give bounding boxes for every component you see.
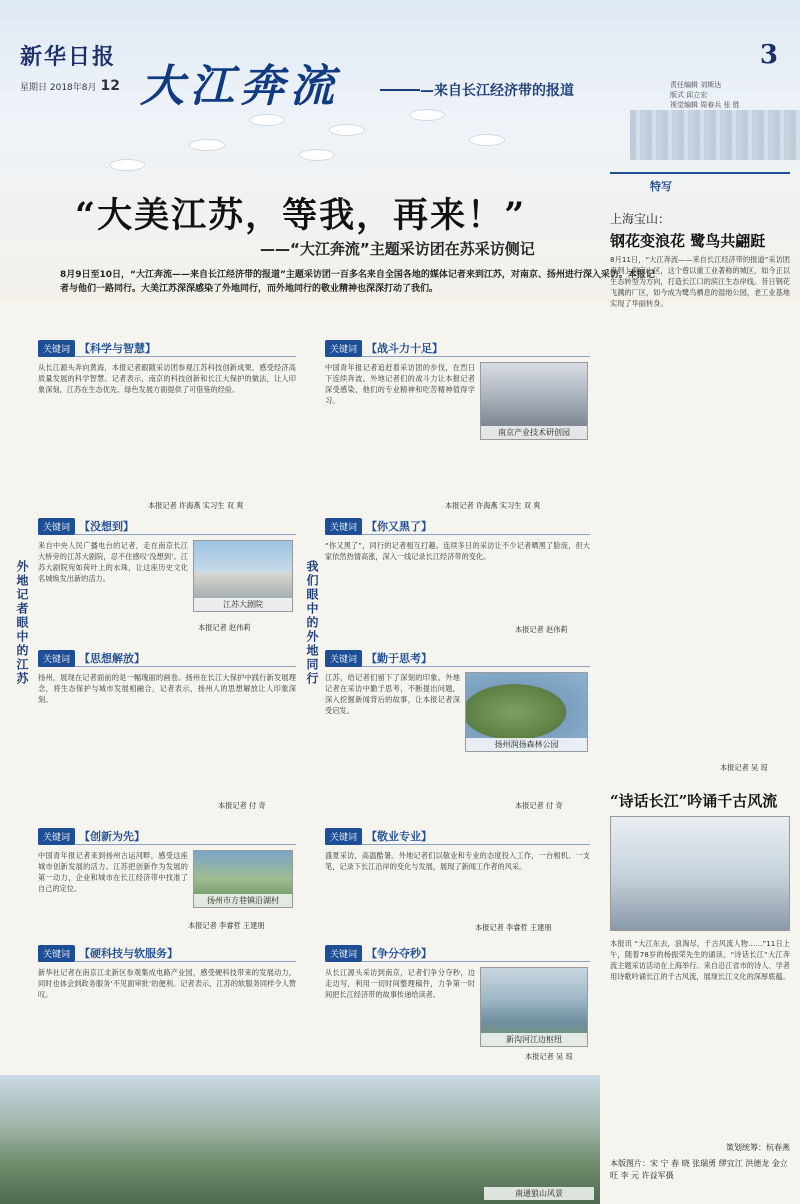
- photo-caption: 扬州市方巷镇沿湖村: [194, 894, 292, 907]
- editor-credit: 视觉编辑 周春兵 张 胜: [670, 101, 740, 109]
- bottom-panorama-photo: [0, 1075, 600, 1204]
- article-reporter: 本报记者 吴 琼: [525, 1052, 573, 1061]
- photo-grand-theatre: [193, 540, 293, 612]
- feature-reporter: 本报记者 吴 琼: [720, 763, 768, 772]
- article-title: 【战斗力十足】: [366, 342, 444, 355]
- swan-illustration: [470, 135, 504, 145]
- article-title: 【敬业专业】: [366, 830, 433, 843]
- article-body: 中国青年报记者追赶着采访团的步伐，在烈日下连续奔波。外地记者们的战斗力让本报记者深受感染，他们的专业精神和吃苦精神值得学习。: [325, 363, 475, 405]
- keyword-tag: [38, 340, 156, 356]
- feature-body-2: 本报讯 “大江东去，浪淘尽，千古风流人物……”11日上午，随着78岁的杨振荣先生的诵读，“诗话长江”大江奔流主题采访活动在上海举行。来自沿江省市的诗人、学者用诗歌吟诵长江的千古风流，展现长江文化的深厚底蕴。: [610, 939, 790, 981]
- keyword-tag: [38, 650, 145, 666]
- keyword-label: 关键词: [325, 518, 362, 535]
- photo-caption: 新沟河江边枢纽: [481, 1033, 587, 1046]
- article-body: 来自中央人民广播电台的记者，走在南京长江大桥旁的江苏大剧院，忍不住感叹‘没想到’。江苏大剧院宛如荷叶上的水珠，让这座历史文化名城焕发出新的活力。: [38, 541, 188, 583]
- article-block: [325, 518, 590, 638]
- keyword-label: 关键词: [38, 518, 75, 535]
- article-block: [38, 650, 296, 815]
- photo-industrial-park: [480, 362, 588, 440]
- article-title: 【争分夺秒】: [366, 947, 433, 960]
- divider: [38, 534, 296, 535]
- article-title: 【勤于思考】: [366, 652, 433, 665]
- divider: [38, 844, 296, 845]
- divider: [38, 356, 296, 357]
- divider: [38, 666, 296, 667]
- feature-title: 钢花变浪花 鹭鸟共翩跹: [610, 232, 766, 250]
- keyword-tag: [38, 828, 145, 844]
- article-reporter: 本报记者 付 奇: [218, 801, 266, 810]
- keyword-label: 关键词: [325, 650, 362, 667]
- keyword-tag: [325, 340, 443, 356]
- article-title: 【思想解放】: [79, 652, 146, 665]
- article-body: “你又黑了”，同行的记者相互打趣。连续多日的采访让不少记者晒黑了脸庞，但大家依然热情高涨，深入一线记录长江经济带的变化。: [325, 541, 590, 561]
- swan-illustration: [410, 110, 444, 120]
- article-block: [325, 340, 590, 515]
- article-reporter: 本报记者 许海燕 实习生 双 爽: [148, 501, 244, 510]
- photo-poetry-event: [610, 816, 790, 931]
- article-reporter: 本报记者 赵伟莉: [515, 625, 568, 634]
- keyword-label: 关键词: [325, 945, 362, 962]
- article-block: [38, 518, 296, 638]
- feature-title-2: “诗话长江”吟诵千古风流: [610, 792, 778, 810]
- issue-date-day: 12: [100, 78, 120, 94]
- article-body: 新华社记者在南京江北新区参观集成电路产业园，感受硬科技带来的发展动力，同时也体会到政务服务‘不见面审批’的便利。记者表示，江苏的软服务同样令人赞叹。: [38, 968, 296, 999]
- editor-credits: [670, 80, 780, 110]
- keyword-label: 关键词: [325, 828, 362, 845]
- side-label-middle: 我们眼中的外地同行: [305, 560, 319, 686]
- article-block: [325, 828, 590, 938]
- keyword-tag: [325, 650, 432, 666]
- article-reporter: 本报记者 许海燕 实习生 双 爽: [445, 501, 541, 510]
- side-label-left: 外地记者眼中的江苏: [15, 560, 29, 686]
- keyword-tag: [325, 945, 432, 961]
- photo-caption: 扬州润扬森林公园: [466, 738, 587, 751]
- keyword-label: 关键词: [38, 340, 75, 357]
- article-block: [325, 650, 590, 815]
- skyline-illustration: [630, 110, 800, 160]
- credit-photographers: 本版图片：宋 宁 春 晓 张瑞勇 缪宜江 洪德龙 金立旺 李 元 许益军摄: [610, 1159, 788, 1180]
- editor-credit: 版式 邱立宏: [670, 91, 708, 99]
- article-title: 【科学与智慧】: [79, 342, 157, 355]
- issue-date-label: 星期日 2018年8月: [20, 83, 97, 93]
- photo-caption: 南京产业技术研创园: [481, 426, 587, 439]
- article-body: 盛夏采访，高温酷暑。外地记者们以敬业和专业的态度投入工作，一台相机、一支笔，记录下长江沿岸的变化与发展，展现了新闻工作者的风采。: [325, 851, 590, 871]
- photo-caption: 南通狼山风景: [484, 1187, 594, 1200]
- page-number: 3: [759, 40, 778, 70]
- page-credits: [610, 1142, 790, 1182]
- section-banner: 大江奔流: [140, 61, 340, 112]
- photo-forest-park: [465, 672, 588, 752]
- article-reporter: 本报记者 赵伟莉: [198, 623, 251, 632]
- article-body: 中国青年报记者来到扬州古运河畔，感受这座城市创新发展的活力。江苏把创新作为发展的第一动力，企业和城市在长江经济带中找准了自己的定位。: [38, 851, 188, 893]
- article-title: 【你又黑了】: [366, 520, 433, 533]
- divider: [325, 961, 590, 962]
- editor-credit: 责任编辑 刘斯达: [670, 81, 722, 89]
- keyword-label: 关键词: [38, 828, 75, 845]
- article-title: 【创新为先】: [79, 830, 146, 843]
- page-headline: “大美江苏，等我，再来！”: [75, 195, 527, 236]
- keyword-tag: [38, 518, 134, 534]
- keyword-tag: [325, 518, 432, 534]
- article-body: 江苏，给记者们留下了深刻的印象。外地记者在采访中勤于思考，不断提出问题，深入挖掘新闻背后的故事，让本报记者深受启发。: [325, 673, 460, 715]
- keyword-tag: [325, 828, 432, 844]
- keyword-label: 关键词: [38, 945, 75, 962]
- divider: [325, 844, 590, 845]
- paper-name: 新华日报: [20, 44, 117, 70]
- page-subheadline: ——“大江奔流”主题采访团在苏采访侧记: [260, 240, 535, 258]
- section-banner-subtitle: —来自长江经济带的报道: [420, 83, 574, 99]
- article-reporter: 本报记者 付 奇: [515, 801, 563, 810]
- feature-tag: 特写: [610, 172, 790, 192]
- swan-illustration: [300, 150, 334, 160]
- lede-paragraph: 8月9日至10日，“大江奔流——来自长江经济带的报道”主题采访团一百多名来自全国各地的媒体记者来到江苏，对南京、扬州进行深入采访。本报记者与他们一路同行。大美江苏深深感染了外地同行，而外地同行的敬业精神也深深打动了我们。: [60, 270, 655, 294]
- photo-caption: 江苏大剧院: [194, 598, 292, 611]
- feature-location: 上海宝山：: [610, 212, 671, 226]
- swan-illustration: [190, 140, 224, 150]
- article-body: 从长江源头奔向黄海，本报记者跟随采访团参观江苏科技创新成果，感受经济高质量发展的科学智慧。记者表示，南京的科技创新和长江大保护的做法，让人印象深刻，江苏在生态优先、绿色发展方面提供了可借鉴的经验。: [38, 363, 296, 394]
- divider: [325, 356, 590, 357]
- article-reporter: 本报记者 李睿哲 王建朋: [188, 921, 265, 930]
- article-block: [38, 340, 296, 515]
- article-block: [38, 945, 296, 1065]
- banner-rule: [380, 89, 420, 91]
- feature-column: [600, 170, 800, 1204]
- issue-date: [20, 78, 120, 94]
- swan-illustration: [330, 125, 364, 135]
- photo-frame: [0, 1075, 600, 1204]
- article-title: 【没想到】: [79, 520, 135, 533]
- article-block: [38, 828, 296, 938]
- article-reporter: 本报记者 李睿哲 王建朋: [475, 923, 552, 932]
- divider: [325, 666, 590, 667]
- divider: [325, 534, 590, 535]
- keyword-label: 关键词: [38, 650, 75, 667]
- feature-body: 8月11日，“大江奔流——来自长江经济带的报道”采访团来到上海宝山区，这个曾以重工业著称的城区，如今正以生态转型为方向，打造长江口的滨江生态岸线。昔日钢花飞溅的厂区，如今成为鹭鸟栖息的湿地公园，老工业基地实现了华丽转身。: [610, 255, 790, 308]
- divider: [38, 961, 296, 962]
- swan-illustration: [250, 115, 284, 125]
- article-body: 扬州，展现在记者面前的是一幅瑰丽的画卷。扬州在长江大保护中践行新发展理念，将生态保护与城市发展相融合，记者表示，扬州人的思想解放让人印象深刻。: [38, 673, 296, 704]
- keyword-tag: [38, 945, 178, 961]
- keyword-label: 关键词: [325, 340, 362, 357]
- article-title: 【硬科技与软服务】: [79, 947, 179, 960]
- swan-illustration: [110, 160, 144, 170]
- photo-village: [193, 850, 293, 908]
- article-block: [325, 945, 590, 1065]
- photo-river-hub: [480, 967, 588, 1047]
- credit-plan: 策划统筹：杭春燕: [726, 1143, 790, 1152]
- article-body: 从长江源头采访到南京，记者们争分夺秒，边走边写，利用一切时间整理稿件，力争第一时间把长江经济带的故事传递给读者。: [325, 968, 475, 999]
